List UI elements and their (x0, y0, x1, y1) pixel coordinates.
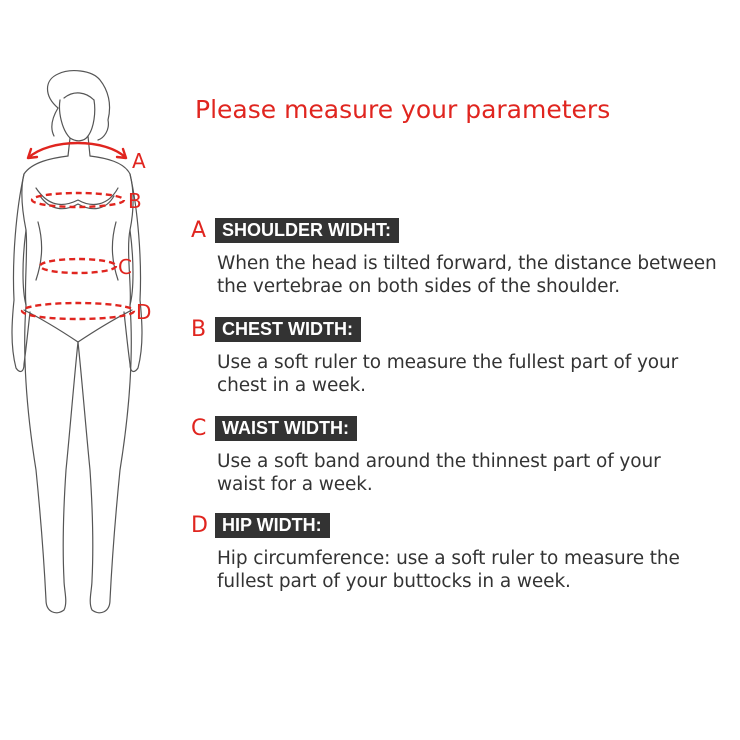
section-description (217, 547, 737, 593)
marker-d-ring (22, 303, 134, 319)
section-letter: D (191, 513, 208, 538)
description-line: fullest part of your buttocks in a week. (217, 571, 571, 592)
page-title: Please measure your parameters (195, 95, 611, 124)
description-line: the vertebrae on both sides of the shoulder. (217, 276, 621, 297)
section-label: CHEST WIDTH: (215, 317, 361, 342)
marker-b-letter: B (128, 189, 142, 213)
description-line: chest in a week. (217, 375, 366, 396)
description-line: When the head is tilted forward, the distance between (217, 253, 717, 274)
section-letter: B (191, 317, 207, 342)
left-arm-outline (12, 174, 30, 371)
section-letter: A (191, 218, 207, 243)
section-waist-width (191, 415, 736, 496)
marker-a-arc (28, 143, 126, 158)
section-chest-width (191, 316, 736, 397)
description-line: Use a soft band around the thinnest part of your (217, 451, 661, 472)
section-header (191, 217, 736, 244)
section-label: WAIST WIDTH: (215, 416, 357, 441)
marker-c-ring (40, 259, 116, 273)
head-outline (59, 100, 94, 141)
section-header (191, 316, 736, 343)
body-figure-illustration (0, 0, 190, 740)
right-leg-outline (78, 305, 131, 613)
section-description (217, 450, 737, 496)
marker-a-letter: A (132, 149, 146, 173)
left-leg-outline (25, 305, 78, 613)
torso-outline (22, 156, 133, 305)
section-label: HIP WIDTH: (215, 513, 330, 538)
section-letter: C (191, 416, 207, 441)
hair-outline (48, 71, 110, 140)
section-header (191, 415, 736, 442)
section-shoulder-width (191, 217, 736, 298)
section-header (191, 512, 736, 539)
section-description (217, 252, 737, 298)
marker-d-letter: D (136, 300, 152, 324)
section-label: SHOULDER WIDHT: (215, 218, 399, 243)
section-description (217, 351, 737, 397)
description-line: Use a soft ruler to measure the fullest part of your (217, 352, 679, 373)
description-line: waist for a week. (217, 474, 373, 495)
section-hip-width (191, 512, 736, 593)
description-line: Hip circumference: use a soft ruler to measure the (217, 548, 680, 569)
marker-c-letter: C (118, 255, 132, 279)
